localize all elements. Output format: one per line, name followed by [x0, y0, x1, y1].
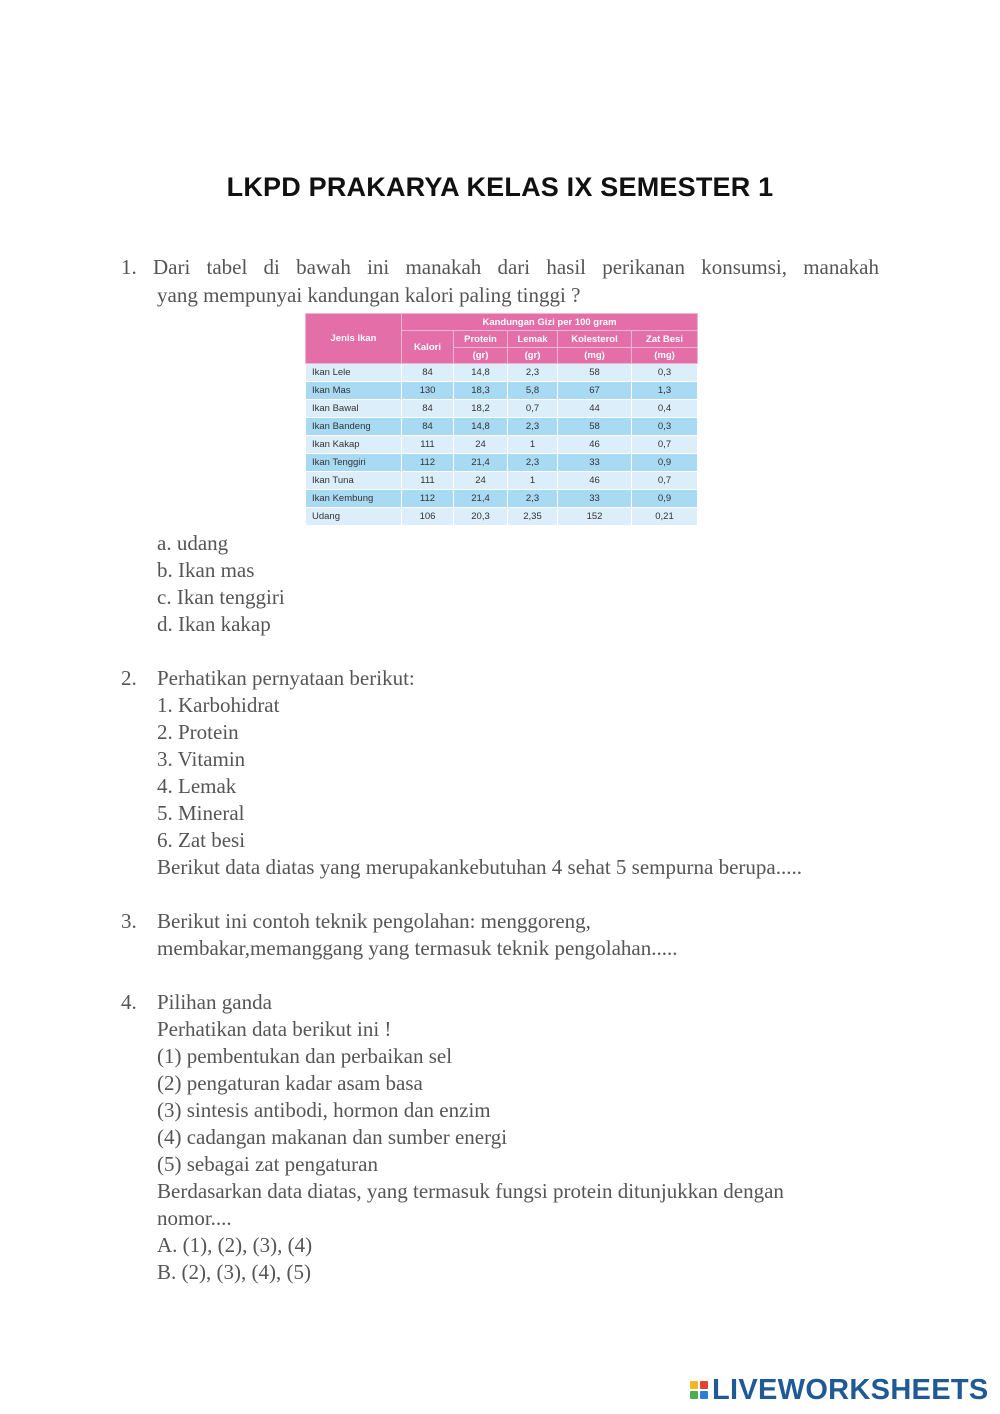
cell-kolesterol: 58 — [558, 364, 632, 382]
table-row — [306, 436, 698, 454]
cell-lemak: 0,7 — [508, 400, 558, 418]
header-kolesterol: Kolesterol — [558, 331, 632, 348]
cell-kalori: 111 — [402, 436, 454, 454]
logo-square — [700, 1391, 708, 1399]
cell-protein: 14,8 — [454, 418, 508, 436]
logo-square — [700, 1381, 708, 1389]
header-lemak: Lemak — [508, 331, 558, 348]
q2-item: 5. Mineral — [157, 801, 245, 825]
cell-kalori: 112 — [402, 490, 454, 508]
header-kalori: Kalori — [402, 331, 454, 364]
question-3-line-2: membakar,memanggang yang termasuk teknik pengolahan..... — [157, 936, 678, 960]
cell-name: Ikan Mas — [306, 382, 402, 400]
cell-kolesterol: 46 — [558, 436, 632, 454]
cell-kolesterol: 33 — [558, 490, 632, 508]
cell-name: Ikan Kakap — [306, 436, 402, 454]
q4-item: (3) sintesis antibodi, hormon dan enzim — [157, 1098, 491, 1122]
header-zat-besi-unit: (mg) — [632, 348, 698, 364]
cell-name: Ikan Tuna — [306, 472, 402, 490]
logo-square — [690, 1381, 698, 1389]
cell-kolesterol: 46 — [558, 472, 632, 490]
cell-name: Ikan Kembung — [306, 490, 402, 508]
cell-protein: 18,2 — [454, 400, 508, 418]
cell-kalori: 106 — [402, 508, 454, 526]
table-row — [306, 472, 698, 490]
cell-lemak: 1 — [508, 436, 558, 454]
question-2-number: 2. — [121, 666, 137, 690]
question-3-line-1: Berikut ini contoh teknik pengolahan: menggoreng, — [157, 909, 591, 933]
cell-zat-besi: 0,4 — [632, 400, 698, 418]
table-row — [306, 508, 698, 526]
table-row — [306, 364, 698, 382]
cell-protein: 21,4 — [454, 490, 508, 508]
cell-zat-besi: 0,7 — [632, 472, 698, 490]
question-4-number: 4. — [121, 990, 137, 1014]
header-group: Kandungan Gizi per 100 gram — [402, 314, 698, 331]
question-4-question-line-2: nomor.... — [157, 1206, 232, 1230]
q4-option-b: B. (2), (3), (4), (5) — [157, 1260, 311, 1284]
cell-lemak: 2,35 — [508, 508, 558, 526]
question-4-intro: Perhatikan data berikut ini ! — [157, 1017, 392, 1041]
table-row — [306, 382, 698, 400]
q4-option-a: A. (1), (2), (3), (4) — [157, 1233, 313, 1257]
q1-option-a: a. udang — [157, 531, 229, 555]
cell-protein: 18,3 — [454, 382, 508, 400]
q1-option-b: b. Ikan mas — [157, 558, 255, 582]
liveworksheets-logo — [690, 1372, 989, 1408]
table-row — [306, 490, 698, 508]
header-protein: Protein — [454, 331, 508, 348]
q2-item: 3. Vitamin — [157, 747, 246, 771]
question-2-question: Berikut data diatas yang merupakankebutuhan 4 sehat 5 sempurna berupa..... — [157, 855, 802, 879]
header-zat-besi: Zat Besi — [632, 331, 698, 348]
q1-option-c: c. Ikan tenggiri — [157, 585, 285, 609]
cell-zat-besi: 0,3 — [632, 364, 698, 382]
cell-lemak: 5,8 — [508, 382, 558, 400]
cell-kolesterol: 33 — [558, 454, 632, 472]
cell-kolesterol: 58 — [558, 418, 632, 436]
question-4-question-line-1: Berdasarkan data diatas, yang termasuk fungsi protein ditunjukkan dengan — [157, 1179, 784, 1203]
cell-kalori: 112 — [402, 454, 454, 472]
header-protein-unit: (gr) — [454, 348, 508, 364]
question-1-number: 1. — [121, 255, 137, 279]
logo-text: LIVEWORKSHEETS — [712, 1373, 989, 1406]
cell-kolesterol: 44 — [558, 400, 632, 418]
cell-lemak: 2,3 — [508, 454, 558, 472]
cell-zat-besi: 0,3 — [632, 418, 698, 436]
cell-kalori: 84 — [402, 364, 454, 382]
question-3-number: 3. — [121, 909, 137, 933]
cell-lemak: 1 — [508, 472, 558, 490]
cell-lemak: 2,3 — [508, 364, 558, 382]
cell-zat-besi: 0,9 — [632, 490, 698, 508]
question-1-text: Dari tabel di bawah ini manakah dari hasil perikanan konsumsi, manakah — [152, 255, 879, 279]
q4-item: (5) sebagai zat pengaturan — [157, 1152, 378, 1176]
cell-kalori: 130 — [402, 382, 454, 400]
cell-zat-besi: 0,9 — [632, 454, 698, 472]
q2-item: 1. Karbohidrat — [157, 693, 280, 717]
cell-protein: 20,3 — [454, 508, 508, 526]
cell-name: Ikan Tenggiri — [306, 454, 402, 472]
cell-kalori: 111 — [402, 472, 454, 490]
cell-zat-besi: 0,21 — [632, 508, 698, 526]
cell-kalori: 84 — [402, 418, 454, 436]
cell-name: Ikan Bawal — [306, 400, 402, 418]
cell-protein: 21,4 — [454, 454, 508, 472]
cell-lemak: 2,3 — [508, 418, 558, 436]
q2-item: 6. Zat besi — [157, 828, 246, 852]
header-kolesterol-unit: (mg) — [558, 348, 632, 364]
cell-kalori: 84 — [402, 400, 454, 418]
cell-lemak: 2,3 — [508, 490, 558, 508]
question-1-line-1 — [121, 254, 879, 281]
question-4-type: Pilihan ganda — [157, 990, 272, 1014]
q4-item: (1) pembentukan dan perbaikan sel — [157, 1044, 453, 1068]
liveworksheets-icon — [690, 1381, 708, 1399]
q1-option-d: d. Ikan kakap — [157, 612, 271, 636]
table-row — [306, 418, 698, 436]
cell-kolesterol: 152 — [558, 508, 632, 526]
cell-zat-besi: 0,7 — [632, 436, 698, 454]
question-1-line-2: yang mempunyai kandungan kalori paling tinggi ? — [157, 283, 581, 307]
cell-name: Ikan Lele — [306, 364, 402, 382]
page-title: LKPD PRAKARYA KELAS IX SEMESTER 1 — [226, 172, 774, 202]
q2-item: 2. Protein — [157, 720, 239, 744]
question-2-intro: Perhatikan pernyataan berikut: — [157, 666, 415, 690]
q2-item: 4. Lemak — [157, 774, 237, 798]
nutrition-table — [305, 313, 698, 526]
cell-zat-besi: 1,3 — [632, 382, 698, 400]
table-row — [306, 400, 698, 418]
cell-protein: 24 — [454, 472, 508, 490]
cell-protein: 14,8 — [454, 364, 508, 382]
q4-item: (2) pengaturan kadar asam basa — [157, 1071, 423, 1095]
cell-protein: 24 — [454, 436, 508, 454]
q4-item: (4) cadangan makanan dan sumber energi — [157, 1125, 508, 1149]
table-row — [306, 454, 698, 472]
header-jenis-ikan: Jenis Ikan — [306, 314, 402, 364]
header-lemak-unit: (gr) — [508, 348, 558, 364]
cell-name: Udang — [306, 508, 402, 526]
cell-kolesterol: 67 — [558, 382, 632, 400]
cell-name: Ikan Bandeng — [306, 418, 402, 436]
logo-square — [690, 1391, 698, 1399]
